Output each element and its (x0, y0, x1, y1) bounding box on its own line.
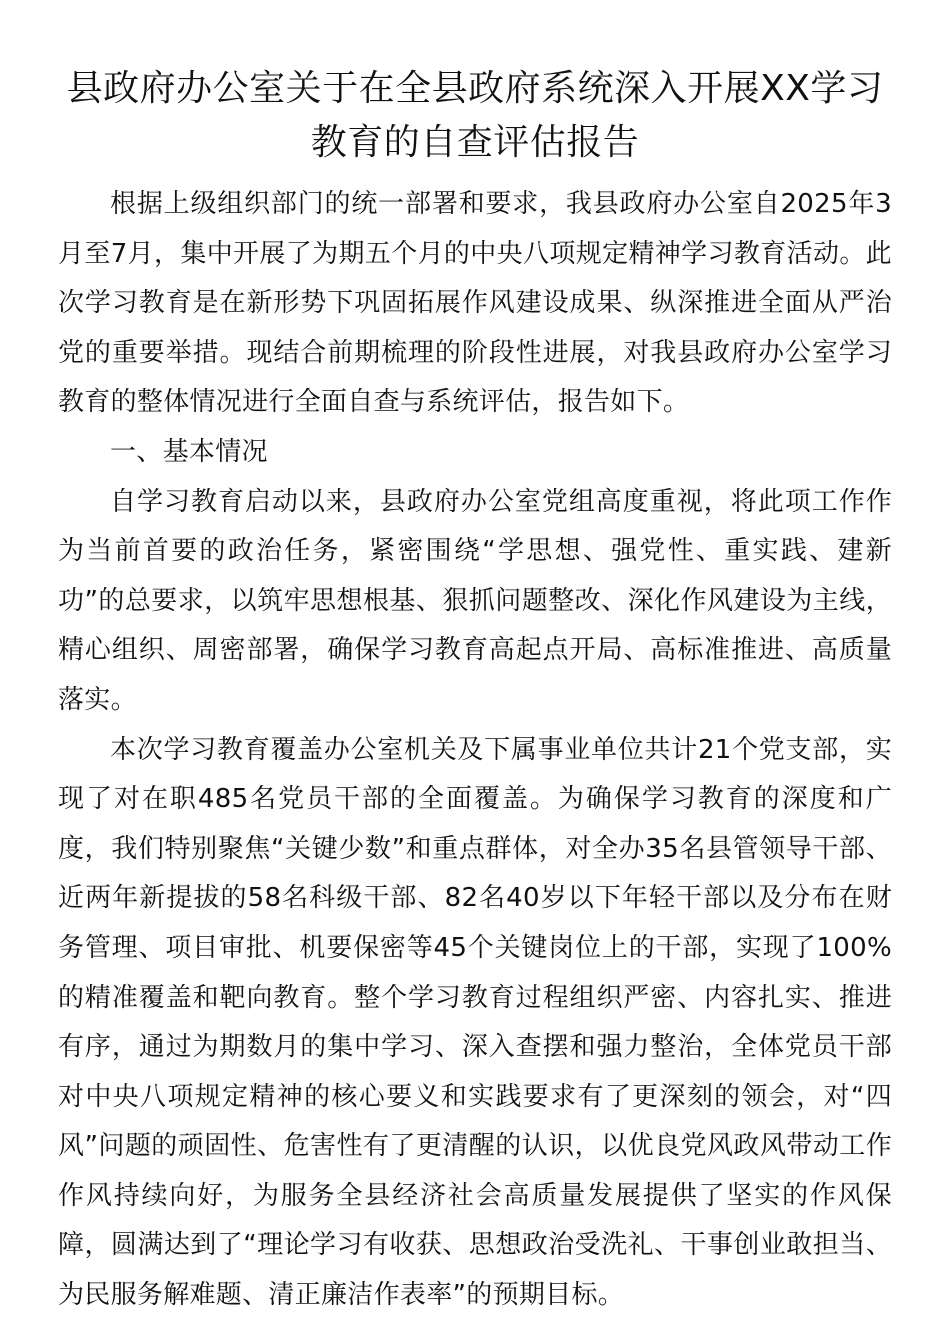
intro-paragraph: 根据上级组织部门的统一部署和要求，我县政府办公室自2025年3月至7月，集中开展了为期五个月的中央八项规定精神学习教育活动。此次学习教育是在新形势下巩固拓展作风建设成果、纵深推进全面从严治党的重要举措。现结合前期梳理的阶段性进展，对我县政府办公室学习教育的整体情况进行全面自查与系统评估，报告如下。 (58, 189, 892, 418)
section-heading-basic-situation: 一、基本情况 (110, 436, 268, 467)
document-page (58, 62, 892, 1321)
section1-paragraph-1: 自学习教育启动以来，县政府办公室党组高度重视，将此项工作作为当前首要的政治任务，紧密围绕“学思想、强党性、重实践、建新功”的总要求，以筑牢思想根基、狠抓问题整改、深化作风建设为主线，精心组织、周密部署，确保学习教育高起点开局、高标准推进、高质量落实。 (58, 486, 892, 715)
document-title: 县政府办公室关于在全县政府系统深入开展XX学习教育的自查评估报告 (66, 68, 884, 163)
document-body (58, 180, 892, 1321)
section1-paragraph-2: 本次学习教育覆盖办公室机关及下属事业单位共计21个党支部，实现了对在职485名党员干部的全面覆盖。为确保学习教育的深度和广度，我们特别聚焦“关键少数”和重点群体，对全办35名县管领导干部、近两年新提拔的58名科级干部、82名40岁以下年轻干部以及分布在财务管理、项目审批、机要保密等45个关键岗位上的干部，实现了100%的精准覆盖和靶向教育。整个学习教育过程组织严密、内容扎实、推进有序，通过为期数月的集中学习、深入查摆和强力整治，全体党员干部对中央八项规定精神的核心要义和实践要求有了更深刻的领会，对“四风”问题的顽固性、危害性有了更清醒的认识，以优良党风政风带动工作作风持续向好，为服务全县经济社会高质量发展提供了坚实的作风保障，圆满达到了“理论学习有收获、思想政治受洗礼、干事创业敢担当、为民服务解难题、清正廉洁作表率”的预期目标。 (58, 734, 892, 1311)
